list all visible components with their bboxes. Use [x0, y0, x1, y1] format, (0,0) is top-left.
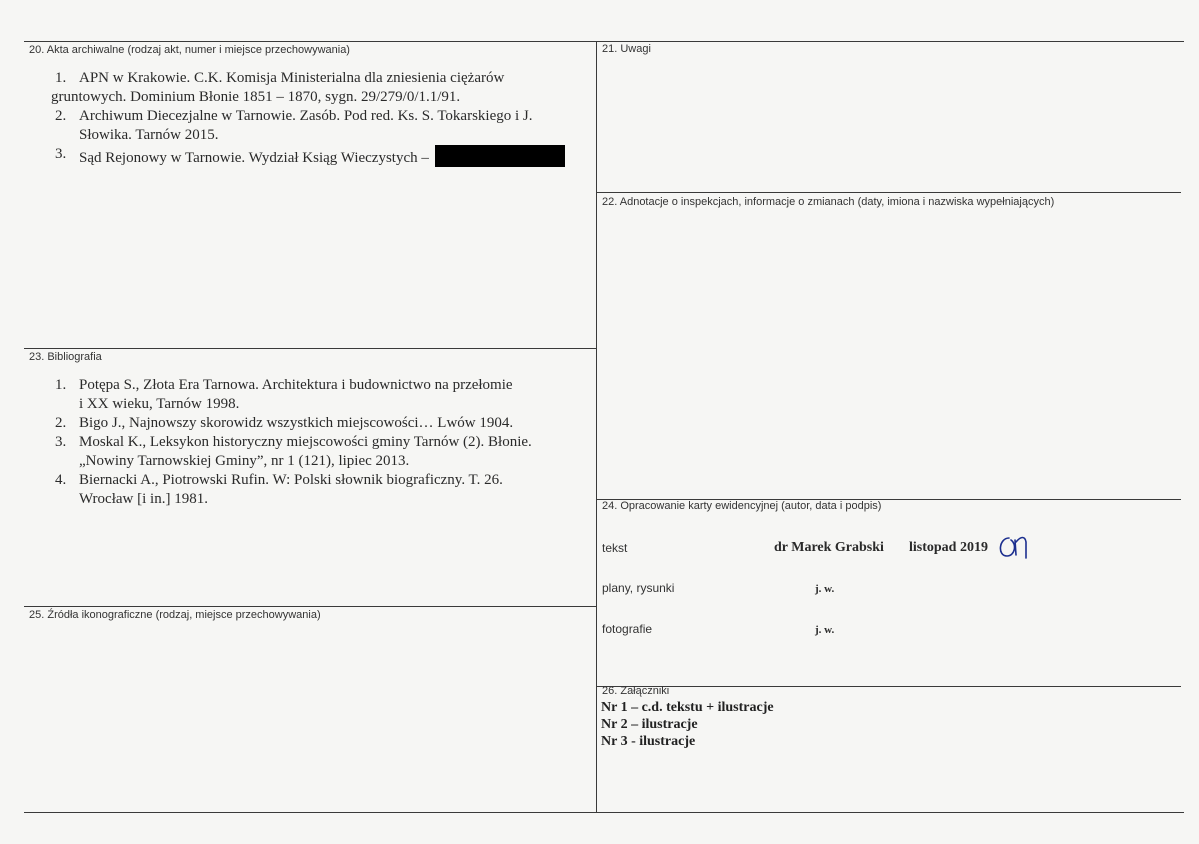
section-23-heading: 23. Bibliografia	[29, 351, 102, 363]
archival-records-list	[27, 69, 587, 168]
section-26-top-rule	[596, 686, 1181, 687]
redaction-block	[435, 145, 565, 167]
section-25-top-rule	[24, 606, 596, 607]
column-divider	[596, 41, 597, 813]
attachment-item: Nr 1 – c.d. tekstu + ilustracje	[601, 700, 774, 715]
section-26-heading: 26. Załączniki	[602, 685, 670, 697]
form-bottom-rule	[24, 812, 1184, 813]
section-22-heading: 22. Adnotacje o inspekcjach, informacje o zmianach (daty, imiona i nazwiska wypełniających)	[602, 196, 1055, 208]
photos-value: j. w.	[815, 624, 835, 636]
bibliography-list	[27, 376, 587, 509]
attachment-item: Nr 3 - ilustracje	[601, 734, 696, 749]
section-20-top-rule	[24, 41, 1184, 42]
list-item: 3. Sąd Rejonowy w Tarnowie. Wydział Ksiąg Wieczystych –	[27, 145, 587, 168]
section-21-heading: 21. Uwagi	[602, 43, 651, 55]
list-item: 4. Biernacki A., Piotrowski Rufin. W: Polski słownik biograficzny. T. 26. Wrocław [i in.] 1981.	[55, 472, 503, 507]
list-item: 2. Bigo J., Najnowszy skorowidz wszystkich miejscowości… Lwów 1904.	[55, 415, 514, 431]
section-25-heading: 25. Źródła ikonograficzne (rodzaj, miejsce przechowywania)	[29, 609, 321, 621]
section-22-top-rule	[596, 192, 1181, 193]
attachments-list	[601, 699, 774, 750]
author-name: dr Marek Grabski	[774, 540, 884, 555]
row-label-text: tekst	[602, 541, 628, 555]
row-label-photos: fotografie	[602, 622, 653, 636]
attachment-item: Nr 2 – ilustracje	[601, 717, 698, 732]
plans-value: j. w.	[815, 583, 835, 595]
list-item: 1. Potępa S., Złota Era Tarnowa. Architektura i budownictwo na przełomie i XX wieku, Tarnów 1998.	[55, 377, 513, 412]
author-date: listopad 2019	[909, 540, 988, 555]
list-item: 3. Moskal K., Leksykon historyczny miejscowości gminy Tarnów (2). Błonie. „Nowiny Tarnowskiej Gminy”, nr 1 (121), lipiec 2013.	[55, 434, 532, 469]
section-24-heading: 24. Opracowanie karty ewidencyjnej (autor, data i podpis)	[602, 500, 882, 512]
list-item: 2. Archiwum Diecezjalne w Tarnowie. Zasób. Pod red. Ks. S. Tokarskiego i J. Słowika. Tarnów 2015.	[55, 108, 533, 143]
row-label-plans: plany, rysunki	[602, 581, 675, 595]
handwritten-signature	[995, 532, 1035, 564]
section-20-heading: 20. Akta archiwalne (rodzaj akt, numer i miejsce przechowywania)	[29, 44, 350, 56]
section-23-top-rule	[24, 348, 596, 349]
list-item: 1. APN w Krakowie. C.K. Komisja Ministerialna dla zniesienia ciężarów gruntowych. Dominium Błonie 1851 – 1870, sygn. 29/279/0/1.1/91.	[51, 70, 505, 105]
